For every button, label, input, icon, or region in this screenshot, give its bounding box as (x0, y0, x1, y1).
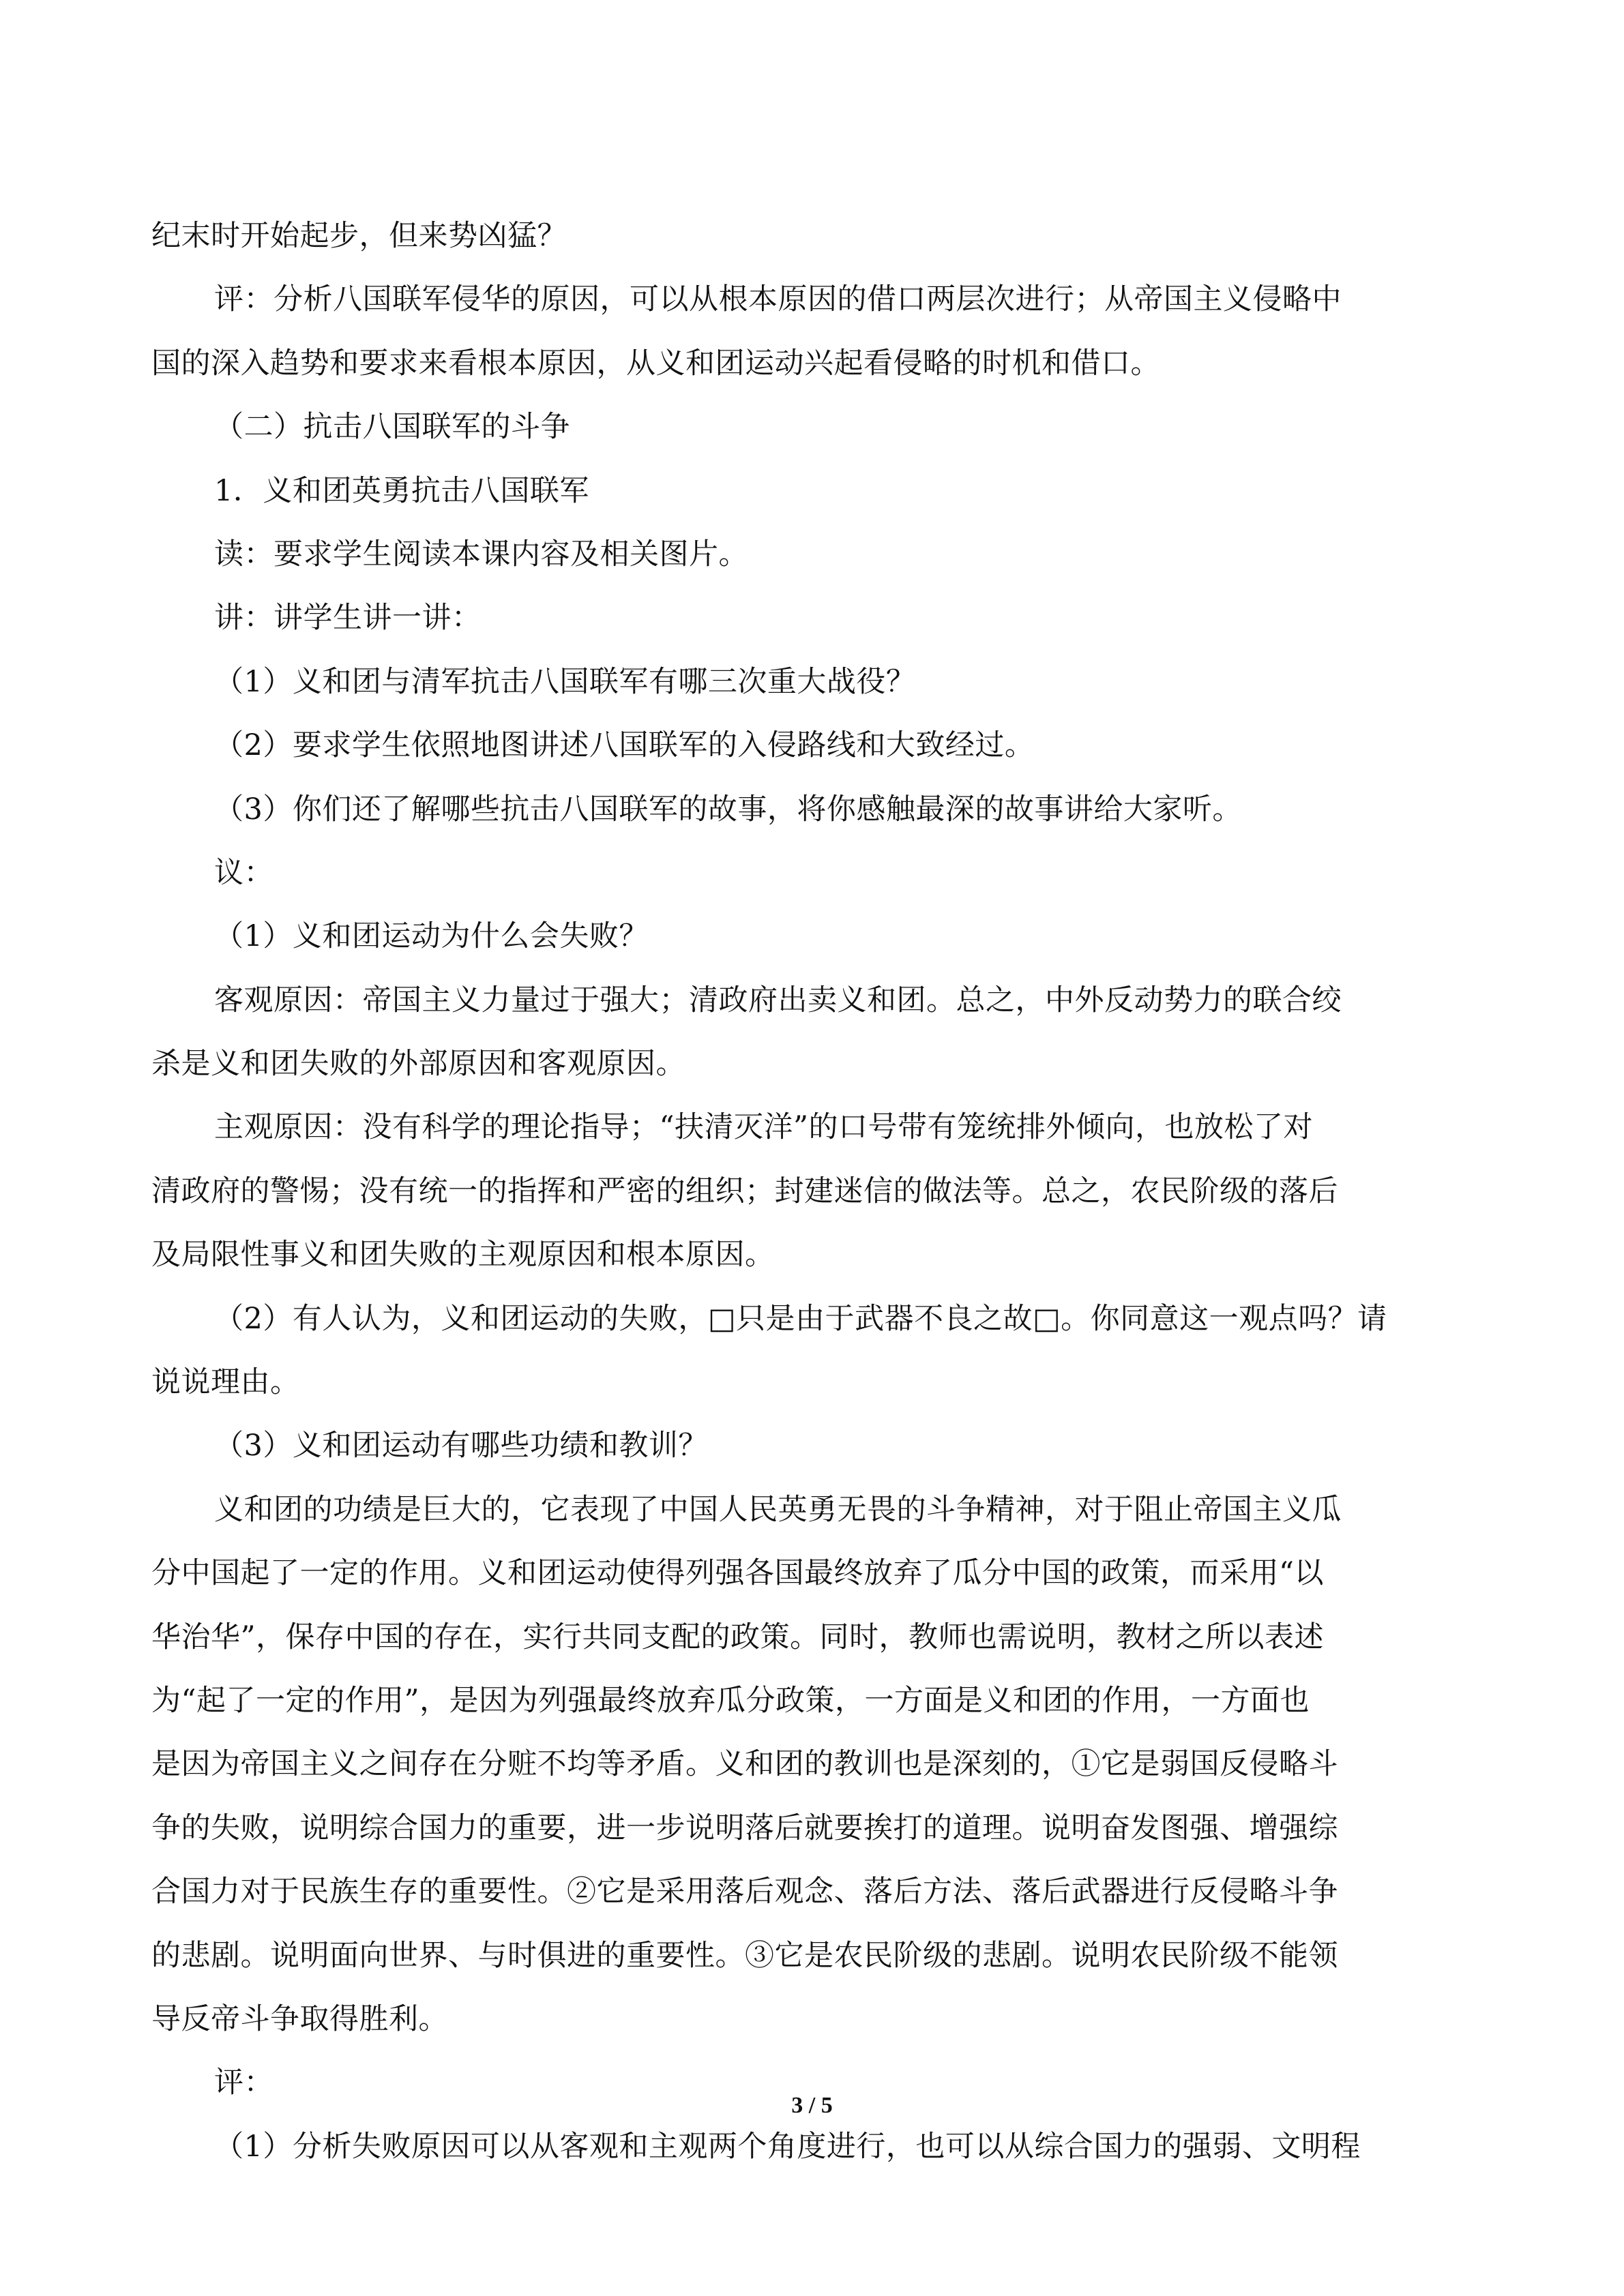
text-line: 纪末时开始起步，但来势凶猛？ (151, 219, 567, 253)
text-line: 客观原因：帝国主义力量过于强大；清政府出卖义和团。总之，中外反动势力的联合绞 (214, 983, 1342, 1017)
text-line: （1）义和团与清军抗击八国联军有哪三次重大战役？ (214, 664, 916, 699)
text-line: 导反帝斗争取得胜利。 (151, 2001, 448, 2036)
text-line: （1）义和团运动为什么会失败？ (214, 919, 649, 954)
subsection-heading: 1．义和团英勇抗击八国联军 (214, 473, 589, 508)
text-line: （1）分析失败原因可以从客观和主观两个角度进行，也可以从综合国力的强弱、文明程 (214, 2129, 1361, 2164)
text-line: 议： (214, 855, 274, 890)
text-line: 讲：讲学生讲一讲： (214, 601, 482, 636)
text-line: （3）义和团运动有哪些功绩和教训？ (214, 1429, 708, 1463)
body-text (151, 205, 1447, 2179)
text-line: 主观原因：没有科学的理论指导；“扶清灭洋”的口号带有笼统排外倾向，也放松了对 (214, 1110, 1313, 1145)
text-line: 评： (214, 2066, 274, 2100)
text-line: 清政府的警惕；没有统一的指挥和严密的组织；封建迷信的做法等。总之，农民阶级的落后 (151, 1174, 1338, 1208)
section-heading: （二）抗击八国联军的斗争 (214, 410, 570, 445)
text-line: 及局限性事义和团失败的主观原因和根本原因。 (151, 1238, 775, 1272)
text-line: 是因为帝国主义之间存在分赃不均等矛盾。义和团的教训也是深刻的，①它是弱国反侵略斗 (151, 1747, 1338, 1782)
text-line: 合国力对于民族生存的重要性。②它是采用落后观念、落后方法、落后武器进行反侵略斗争 (151, 1875, 1338, 1909)
page-number: 3 / 5 (791, 2093, 833, 2118)
text-line: 评：分析八国联军侵华的原因，可以从根本原因的借口两层次进行；从帝国主义侵略中 (214, 282, 1342, 317)
text-line: 分中国起了一定的作用。义和团运动使得列强各国最终放弃了瓜分中国的政策，而采用“以 (151, 1556, 1324, 1591)
text-line: 争的失败，说明综合国力的重要，进一步说明落后就要挨打的道理。说明奋发图强、增强综 (151, 1810, 1338, 1845)
text-line: 华治华”，保存中国的存在，实行共同支配的政策。同时，教师也需说明，教材之所以表述 (151, 1620, 1324, 1654)
text-line: 为“起了一定的作用”，是因为列强最终放弃瓜分政策，一方面是义和团的作用，一方面也 (151, 1683, 1310, 1718)
text-line: 杀是义和团失败的外部原因和客观原因。 (151, 1047, 685, 1082)
text-line: 读：要求学生阅读本课内容及相关图片。 (214, 537, 748, 571)
text-line: 国的深入趋势和要求来看根本原因，从义和团运动兴起看侵略的时机和借口。 (151, 346, 1160, 381)
text-line: 说说理由。 (151, 1365, 300, 1400)
text-line: 的悲剧。说明面向世界、与时俱进的重要性。③它是农民阶级的悲剧。说明农民阶级不能领 (151, 1938, 1338, 1973)
text-line: （3）你们还了解哪些抗击八国联军的故事，将你感触最深的故事讲给大家听。 (214, 792, 1242, 826)
text-line: （2）有人认为，义和团运动的失败，□只是由于武器不良之故□。你同意这一观点吗？请 (214, 1301, 1387, 1336)
text-line: （2）要求学生依照地图讲述八国联军的入侵路线和大致经过。 (214, 728, 1035, 763)
text-line: 义和团的功绩是巨大的，它表现了中国人民英勇无畏的斗争精神，对于阻止帝国主义瓜 (214, 1492, 1342, 1527)
